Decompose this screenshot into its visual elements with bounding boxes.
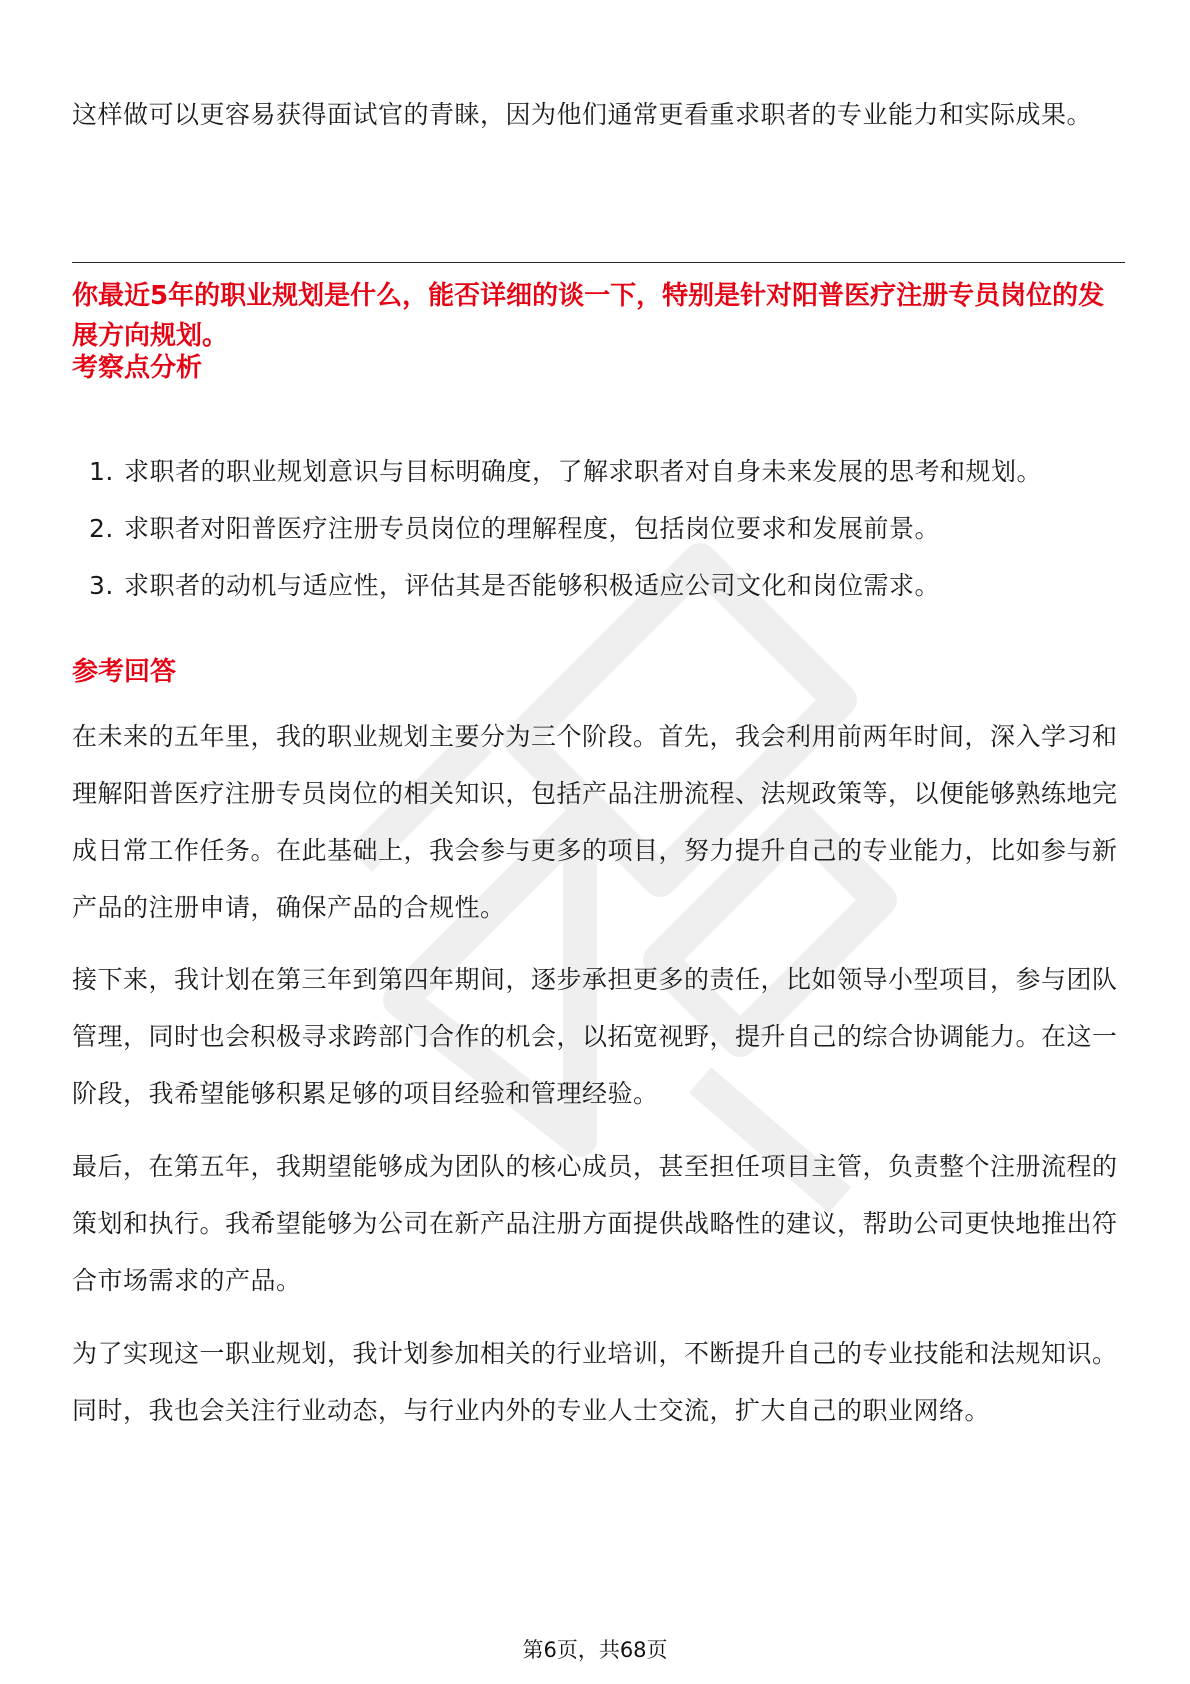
list-item-number: 3.	[89, 571, 114, 600]
list-item	[72, 557, 1125, 614]
list-item	[72, 443, 1125, 500]
list-item	[72, 500, 1125, 557]
answer-paragraph-4-block	[72, 1325, 1122, 1439]
interview-question: 你最近5年的职业规划是什么，能否详细的谈一下，特别是针对阳普医疗注册专员岗位的发展方向规划。	[72, 281, 1105, 351]
list-item-number: 1.	[89, 457, 114, 486]
page-number-footer: 第6页，共68页	[522, 1638, 668, 1662]
section-divider	[72, 262, 1125, 263]
analysis-heading: 考察点分析	[72, 353, 203, 383]
list-item-number: 2.	[89, 514, 114, 543]
analysis-list	[72, 443, 1125, 614]
answer-heading: 参考回答	[72, 657, 177, 687]
top-paragraph-block	[72, 86, 1122, 143]
answer-paragraph: 为了实现这一职业规划，我计划参加相关的行业培训，不断提升自己的专业技能和法规知识。同时，我也会关注行业动态，与行业内外的专业人士交流，扩大自己的职业网络。	[72, 1339, 1118, 1425]
answer-paragraph: 在未来的五年里，我的职业规划主要分为三个阶段。首先，我会利用前两年时间，深入学习和理解阳普医疗注册专员岗位的相关知识，包括产品注册流程、法规政策等，以便能够熟练地完成日常工作任务。在此基础上，我会参与更多的项目，努力提升自己的专业能力，比如参与新产品的注册申请，确保产品的合规性。	[72, 722, 1118, 922]
list-item-text: 求职者的动机与适应性，评估其是否能够积极适应公司文化和岗位需求。	[124, 571, 941, 600]
list-item-text: 求职者的职业规划意识与目标明确度，了解求职者对自身未来发展的思考和规划。	[124, 457, 1043, 486]
answer-paragraph: 最后，在第五年，我期望能够成为团队的核心成员，甚至担任项目主管，负责整个注册流程的策划和执行。我希望能够为公司在新产品注册方面提供战略性的建议，帮助公司更快地推出符合市场需求的产品。	[72, 1152, 1118, 1295]
top-paragraph: 这样做可以更容易获得面试官的青睐，因为他们通常更看重求职者的专业能力和实际成果。	[72, 100, 1093, 129]
answer-paragraph: 接下来，我计划在第三年到第四年期间，逐步承担更多的责任，比如领导小型项目，参与团队管理，同时也会积极寻求跨部门合作的机会，以拓宽视野，提升自己的综合协调能力。在这一阶段，我希望能够积累足够的项目经验和管理经验。	[72, 965, 1118, 1108]
answer-paragraph-1-block	[72, 708, 1122, 936]
answer-paragraph-2-block	[72, 951, 1122, 1122]
list-item-text: 求职者对阳普医疗注册专员岗位的理解程度，包括岗位要求和发展前景。	[124, 514, 941, 543]
answer-paragraph-3-block	[72, 1138, 1122, 1309]
